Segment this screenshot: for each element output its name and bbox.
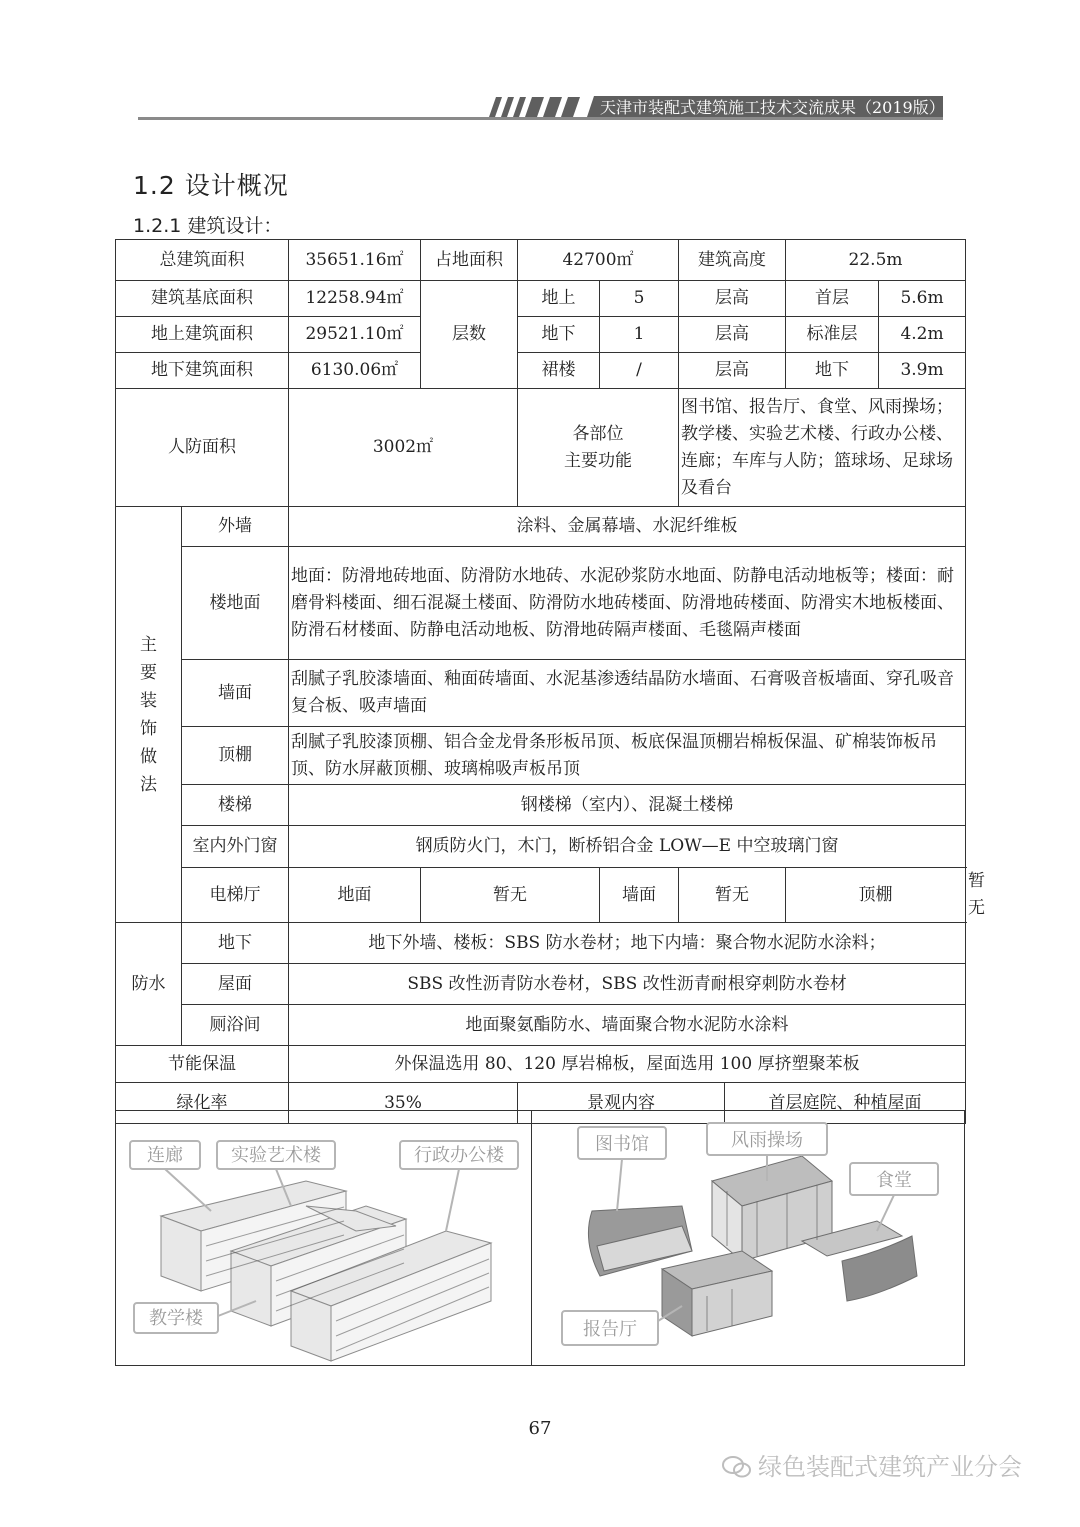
floor-finish-value: 地面：防滑地砖地面、防滑防水地砖、水泥砂浆防水地面、防静电活动地板等；楼面：耐磨骨料楼面、细石混凝土楼面、防滑防水地砖楼面、防滑地砖楼面、防滑实木地板楼面、防滑石材楼面、防静电活动地板、防滑地砖隔声楼面、毛毯隔声楼面: [289, 547, 966, 660]
below-label: 地下: [518, 317, 600, 353]
function-label-line-2: 主要功能: [564, 450, 633, 471]
below-value: 1: [600, 317, 679, 353]
function-label: [518, 389, 679, 507]
label-admin: 行政办公楼: [414, 1145, 504, 1166]
label-lab-art: 实验艺术楼: [231, 1145, 321, 1166]
basement-label: 地下: [786, 353, 879, 389]
first-floor-label: 首层: [786, 281, 879, 317]
decor-group-label: [116, 507, 182, 923]
floors-label: 层数: [421, 281, 518, 389]
page-number: 67: [528, 1418, 552, 1439]
ext-wall-value: 涂料、金属幕墙、水泥纤维板: [289, 507, 966, 547]
campus-buildings-illustration: [116, 1111, 530, 1365]
energy-value: 外保温选用 80、120 厚岩棉板，屋面选用 100 厚挤塑聚苯板: [289, 1046, 966, 1083]
label-gym: 风雨操场: [731, 1130, 803, 1151]
header-title: 天津市装配式建筑施工技术交流成果（2019版）: [600, 98, 945, 117]
ceiling-label: 顶棚: [182, 727, 289, 785]
design-spec-table: 总建筑面积 35651.16㎡ 占地面积 42700㎡ 建筑高度 22.5m 建筑基底面积 12258.94㎡ 层数 地上 5 层高 首层 5.6m 地上建筑面积 29521.10㎡ 地下 1 层高 标准层 4.2m 地下建筑面积 6130.06㎡ 裙楼 / 层高 地下 3.9m 人防面积 3002㎡ 各部位 主要功能 图书馆、报告厅、食堂、风雨操场；教学楼、实验艺术楼、行政办公楼、连廊；车库与人防；篮球场、足球场及看台 主要装饰做法 外墙 涂料、金属幕墙、水泥纤维板 楼地面 地面：防滑地砖地面、防滑防水地砖、水泥砂浆防水地面、防静电活动地板等；楼面：耐磨骨料楼面、细石混凝土楼面、防滑防水地砖楼面、防滑地砖楼面、防滑实木地板楼面、防滑石材楼面、防静电活动地板、防滑地砖隔声楼面、毛毯隔声楼面 墙面 刮腻子乳胶漆墙面、釉面砖墙面、水泥基渗透结晶防水墙面、石膏吸音板墙面、穿孔吸音复合板、吸声墙面 顶棚 刮腻子乳胶漆顶棚、铝合金龙骨条形板吊顶、板底保温顶棚岩棉板保温、矿棉装饰板吊顶、防水屏蔽顶棚、玻璃棉吸声板吊顶 楼梯 钢楼梯（室内）、混凝土楼梯 室内外门窗 钢质防火门，木门，断桥铝合金 LOW—E 中空玻璃门窗 电梯厅 地面 暂无 墙面 暂无 顶棚 暂无 防水 地下 地下外墙、楼板：SBS 防水卷材；地下内墙：聚合物水泥防水涂料； 屋面 SBS 改性沥青防水卷材，SBS 改性沥青耐根穿刺防水卷材 厕浴间 地面聚氨酯防水、墙面聚合物水泥防水涂料 节能保温 外保温选用 80、120 厚岩棉板，屋面选用 100 厚挤塑聚苯板 绿化率 35% 景观内容 首层庭院、种植屋面: [115, 239, 966, 1124]
below-area-label: 地下建筑面积: [116, 353, 289, 389]
label-library: 图书馆: [595, 1134, 649, 1155]
ext-wall-label: 外墙: [182, 507, 289, 547]
ceiling-value: 刮腻子乳胶漆顶棚、铝合金龙骨条形板吊顶、板底保温顶棚岩棉板保温、矿棉装饰板吊顶、防水屏蔽顶棚、玻璃棉吸声板吊顶: [289, 727, 966, 785]
civil-defense-label: 人防面积: [116, 389, 289, 507]
landscape-label: 景观内容: [518, 1083, 725, 1124]
wechat-icon: [722, 1455, 752, 1479]
label-corridor: 连廊: [147, 1145, 183, 1166]
label-canteen: 食堂: [876, 1170, 912, 1191]
podium-value: /: [600, 353, 679, 389]
above-area-label: 地上建筑面积: [116, 317, 289, 353]
base-area-value: 12258.94㎡: [289, 281, 421, 317]
height-value: 22.5m: [786, 240, 966, 281]
wall-finish-value: 刮腻子乳胶漆墙面、釉面砖墙面、水泥基渗透结晶防水墙面、石膏吸音板墙面、穿孔吸音复合板、吸声墙面: [289, 660, 966, 727]
lift-floor-value: 暂无: [421, 868, 600, 923]
section-title: 1.2 设计概况: [133, 171, 289, 200]
wall-finish-label: 墙面: [182, 660, 289, 727]
total-area-value: 35651.16㎡: [289, 240, 421, 281]
subsection-title: 1.2.1 建筑设计：: [133, 215, 283, 237]
first-floor-value: 5.6m: [879, 281, 966, 317]
lift-wall-label: 墙面: [600, 868, 679, 923]
floor-height-label-1: 层高: [679, 281, 786, 317]
basement-value: 3.9m: [879, 353, 966, 389]
header-rule: [138, 117, 943, 120]
total-area-label: 总建筑面积: [116, 240, 289, 281]
below-area-value: 6130.06㎡: [289, 353, 421, 389]
function-label-line-1: 各部位: [572, 423, 624, 444]
civil-defense-value: 3002㎡: [289, 389, 518, 507]
stair-label: 楼梯: [182, 785, 289, 826]
above-area-value: 29521.10㎡: [289, 317, 421, 353]
roof-label: 屋面: [182, 964, 289, 1005]
podium-label: 裙楼: [518, 353, 600, 389]
landscape-value: 首层庭院、种植屋面: [725, 1083, 966, 1124]
door-window-label: 室内外门窗: [182, 826, 289, 868]
watermark-text: 绿色装配式建筑产业分会: [758, 1453, 1022, 1481]
bathroom-value: 地面聚氨酯防水、墙面聚合物水泥防水涂料: [289, 1005, 966, 1046]
floor-finish-label: 楼地面: [182, 547, 289, 660]
header-stripes: [488, 97, 588, 117]
door-window-value: 钢质防火门，木门，断桥铝合金 LOW—E 中空玻璃门窗: [289, 826, 966, 868]
underground-value: 地下外墙、楼板：SBS 防水卷材；地下内墙：聚合物水泥防水涂料；: [289, 923, 966, 964]
floor-height-label-2: 层高: [679, 317, 786, 353]
function-value: 图书馆、报告厅、食堂、风雨操场；教学楼、实验艺术楼、行政办公楼、连廊；车库与人防；篮球场、足球场及看台: [679, 389, 966, 507]
label-teaching: 教学楼: [149, 1308, 203, 1329]
lift-hall-label: 电梯厅: [182, 868, 289, 923]
decor-group-text: 主要装饰做法: [140, 634, 157, 795]
waterproof-group-label: 防水: [116, 923, 182, 1046]
watermark: [722, 1447, 1022, 1482]
above-label: 地上: [518, 281, 600, 317]
bathroom-label: 厕浴间: [182, 1005, 289, 1046]
lift-ceiling-label: 顶棚: [786, 868, 966, 923]
standard-floor-value: 4.2m: [879, 317, 966, 353]
land-area-value: 42700㎡: [518, 240, 679, 281]
above-value: 5: [600, 281, 679, 317]
roof-value: SBS 改性沥青防水卷材，SBS 改性沥青耐根穿刺防水卷材: [289, 964, 966, 1005]
energy-label: 节能保温: [116, 1046, 289, 1083]
underground-label: 地下: [182, 923, 289, 964]
base-area-label: 建筑基底面积: [116, 281, 289, 317]
stair-value: 钢楼梯（室内）、混凝土楼梯: [289, 785, 966, 826]
lift-floor-label: 地面: [289, 868, 421, 923]
lift-wall-value: 暂无: [679, 868, 786, 923]
land-area-label: 占地面积: [421, 240, 518, 281]
public-buildings-illustration: [532, 1111, 964, 1365]
green-rate-value: 35%: [289, 1083, 518, 1124]
label-auditorium: 报告厅: [583, 1319, 637, 1340]
height-label: 建筑高度: [679, 240, 786, 281]
floor-height-label-3: 层高: [679, 353, 786, 389]
green-rate-label: 绿化率: [116, 1083, 289, 1124]
standard-floor-label: 标准层: [786, 317, 879, 353]
